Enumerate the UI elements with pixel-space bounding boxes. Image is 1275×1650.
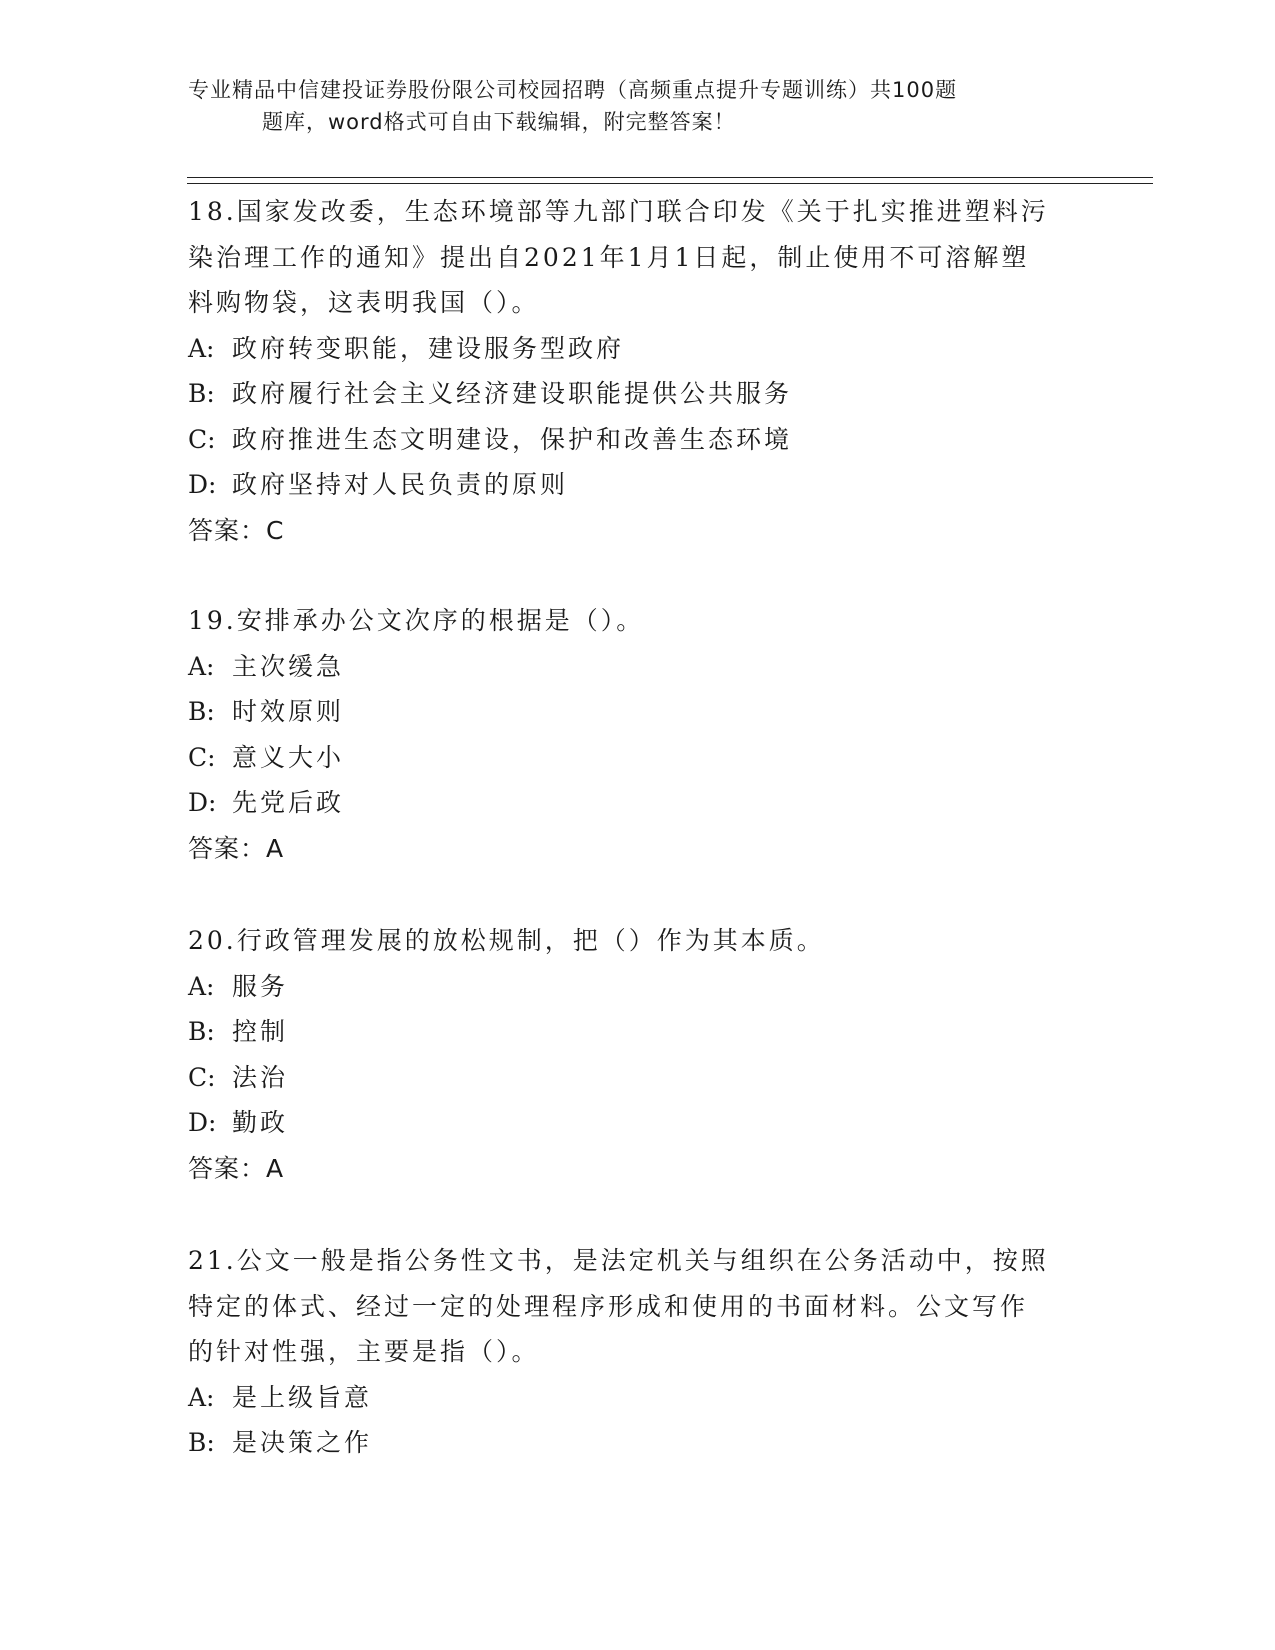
option-text: 是上级旨意	[232, 1382, 373, 1412]
option-text: 政府履行社会主义经济建设职能提供公共服务	[232, 379, 793, 408]
option-key: B:	[188, 697, 215, 726]
option-key: B:	[188, 1017, 215, 1046]
option-text: 政府推进生态文明建设，保护和改善生态环境	[232, 424, 793, 454]
header-title-line-2: 题库，word格式可自由下载编辑，附完整答案！	[262, 110, 736, 134]
question-20	[188, 918, 1088, 1191]
option-d	[188, 1100, 1088, 1146]
question-21	[188, 1238, 1088, 1466]
header-title-line-1: 专业精品中信建投证券股份限公司校园招聘（高频重点提升专题训练）共100题	[188, 78, 958, 102]
option-key: A:	[188, 333, 215, 363]
question-stem-line: 染治理工作的通知》提出自2021年1月1日起，制止使用不可溶解塑	[188, 242, 1030, 272]
option-c	[188, 735, 1088, 781]
option-key: C:	[188, 742, 216, 772]
option-text: 是决策之作	[232, 1428, 373, 1457]
option-c	[188, 1055, 1088, 1101]
option-key: A:	[188, 971, 215, 1001]
question-stem-line: 18.国家发改委，生态环境部等九部门联合印发《关于扎实推进塑料污	[188, 197, 1049, 226]
option-text: 主次缓急	[232, 651, 345, 681]
option-key: D:	[188, 1108, 217, 1137]
option-a	[188, 1375, 1088, 1421]
option-d	[188, 462, 1088, 508]
option-key: C:	[188, 1062, 216, 1092]
option-text: 政府转变职能，建设服务型政府	[232, 333, 625, 363]
option-text: 勤政	[232, 1108, 289, 1137]
header-divider-top	[187, 177, 1153, 178]
option-text: 时效原则	[232, 697, 345, 726]
answer-line: 答案：A	[188, 1153, 285, 1183]
question-stem-line: 20.行政管理发展的放松规制，把（）作为其本质。	[188, 926, 825, 955]
option-key: C:	[188, 424, 216, 454]
option-c	[188, 417, 1088, 463]
option-a	[188, 964, 1088, 1010]
option-text: 控制	[232, 1017, 289, 1046]
question-stem-line: 的针对性强，主要是指（）。	[188, 1337, 540, 1366]
option-text: 意义大小	[232, 742, 345, 772]
question-18	[188, 189, 1088, 553]
option-text: 政府坚持对人民负责的原则	[232, 470, 569, 499]
answer-line: 答案：A	[188, 833, 285, 863]
option-key: B:	[188, 1428, 215, 1457]
option-text: 先党后政	[232, 788, 345, 817]
question-19	[188, 598, 1088, 871]
option-text: 法治	[232, 1062, 289, 1092]
option-b	[188, 1009, 1088, 1055]
option-key: D:	[188, 470, 217, 499]
question-stem-line: 特定的体式、经过一定的处理程序形成和使用的书面材料。公文写作	[188, 1291, 1029, 1321]
option-key: D:	[188, 788, 217, 817]
question-stem-line: 21.公文一般是指公务性文书，是法定机关与组织在公务活动中，按照	[188, 1246, 1049, 1275]
question-stem-line: 料购物袋，这表明我国（）。	[188, 288, 540, 317]
option-b	[188, 689, 1088, 735]
document-header	[188, 74, 1088, 138]
header-divider-bottom	[187, 183, 1153, 184]
option-key: A:	[188, 651, 215, 681]
option-key: A:	[188, 1382, 215, 1412]
option-key: B:	[188, 379, 215, 408]
option-a	[188, 326, 1088, 372]
option-d	[188, 780, 1088, 826]
option-b	[188, 1420, 1088, 1466]
answer-line: 答案：C	[188, 515, 285, 545]
option-b	[188, 371, 1088, 417]
question-stem-line: 19.安排承办公文次序的根据是（）。	[188, 606, 645, 635]
option-text: 服务	[232, 971, 289, 1001]
option-a	[188, 644, 1088, 690]
